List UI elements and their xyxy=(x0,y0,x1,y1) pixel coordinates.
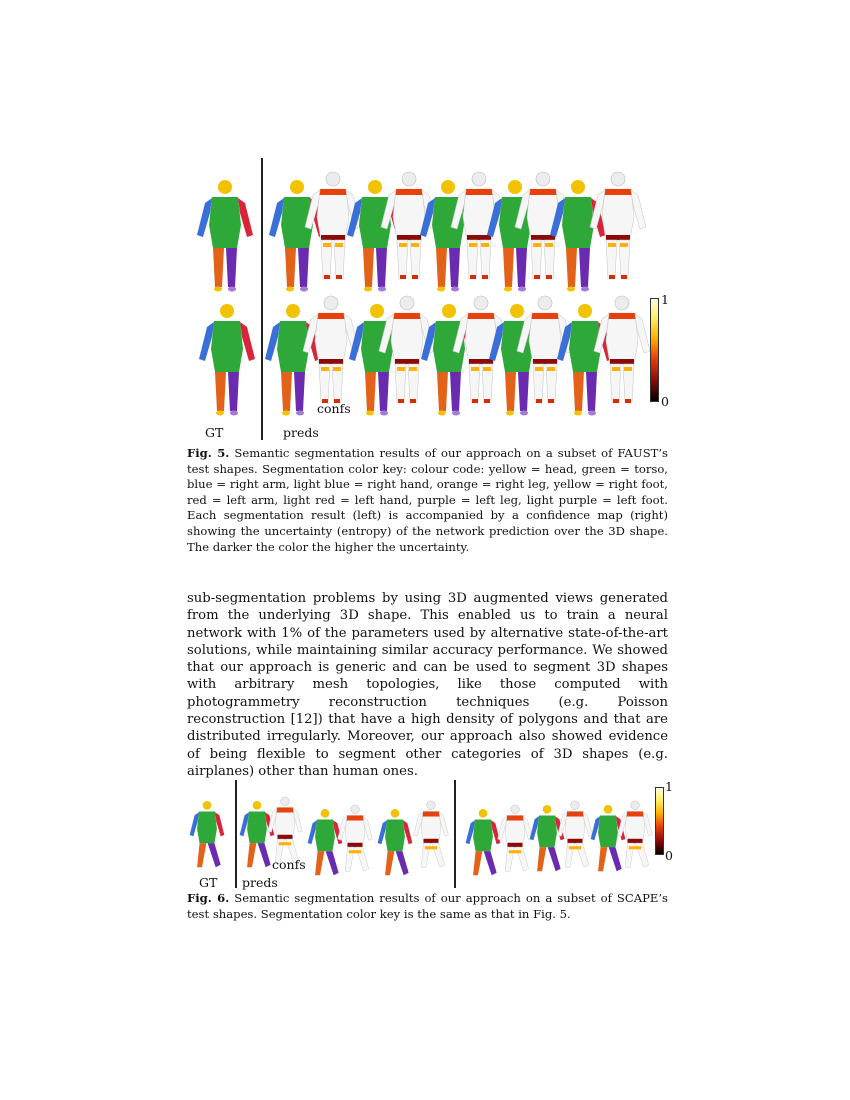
figure-6-renderings xyxy=(185,778,670,890)
figure-6-separator-1 xyxy=(235,780,237,888)
figure-6-caption xyxy=(187,891,668,922)
figure-5-caption xyxy=(187,446,668,555)
figure-5-renderings xyxy=(185,155,670,445)
body-paragraph: sub-segmentation problems by using 3D augmented views generated from the underlying 3D shape. This enabled us to train a neural network with 1% of the parameters used by alternative state-of-the-art solutions, while maintaining similar accuracy performance. We showed that our approach is generic and can be used to segment 3D shapes with arbitrary mesh topologies, like those computed with photogrammetry reconstruction techniques (e.g. Poisson reconstruction [12]) that have a high density of polygons and that are distributed irregularly. Moreover, our approach also showed evidence of being flexible to segment other categories of 3D shapes (e.g. airplanes) other than human ones. xyxy=(187,591,668,779)
figure-6-caption-id: Fig. 6. xyxy=(187,891,230,905)
figure-6 xyxy=(185,778,670,890)
figure-5-preds-label: preds xyxy=(283,425,319,440)
figure-6-colorbar xyxy=(655,787,664,855)
figure-5-caption-id: Fig. 5. xyxy=(187,446,230,460)
figure-5-separator xyxy=(261,158,263,440)
figure-6-scale-max: 1 xyxy=(665,779,673,794)
figure-6-separator-2 xyxy=(454,780,456,888)
figure-6-scale-min: 0 xyxy=(665,848,673,863)
figure-6-caption-text: Semantic segmentation results of our approach on a subset of SCAPE’s test shapes. Segmentation color key is the same as that in Fig. 5. xyxy=(187,891,668,921)
figure-5 xyxy=(185,155,670,445)
figure-5-gt-label: GT xyxy=(205,425,224,440)
figure-5-confs-label: confs xyxy=(317,401,351,416)
figure-6-preds-label: preds xyxy=(242,875,278,890)
figure-6-confs-label: confs xyxy=(272,857,306,872)
figure-6-gt-label: GT xyxy=(199,875,218,890)
figure-5-scale-max: 1 xyxy=(661,292,669,307)
figure-5-caption-text: Semantic segmentation results of our approach on a subset of FAUST’s test shapes. Segmentation color key: colour code: yellow = head, green = torso, blue = right arm, light blue = right hand, orange = right leg, yellow = right foot, red = left arm, light red = left hand, purple = left leg, light purple = left foot. Each segmentation result (left) is accompanied by a confidence map (right) showing the uncertainty (entropy) of the network prediction over the 3D shape. The darker the color the higher the uncertainty. xyxy=(187,446,669,554)
figure-5-scale-min: 0 xyxy=(661,394,669,409)
figure-5-colorbar xyxy=(650,298,659,402)
